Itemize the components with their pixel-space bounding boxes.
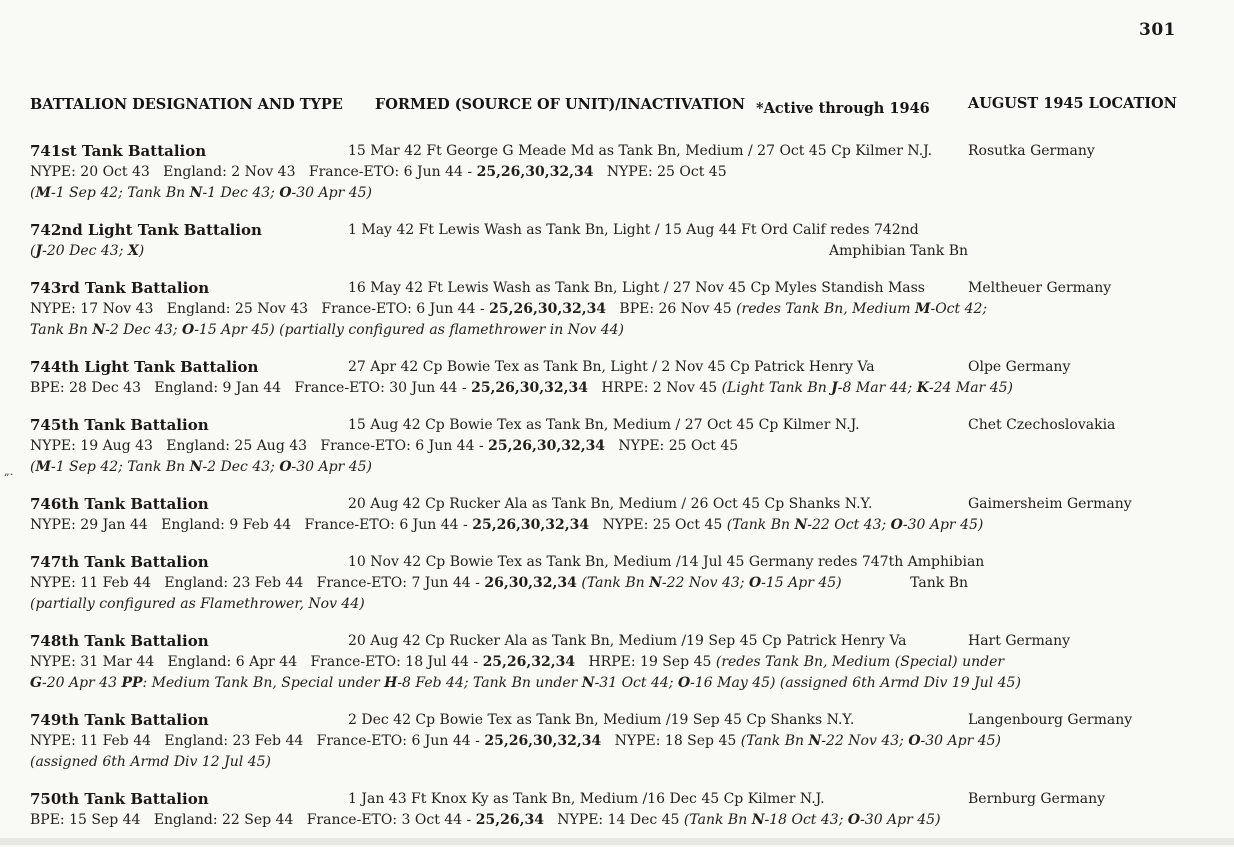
detail-segment: 25,26,34 xyxy=(475,812,544,828)
august-1945-location xyxy=(968,552,1204,573)
detail-segment: : Medium Tank Bn, Special under xyxy=(142,675,385,691)
detail-text xyxy=(30,164,727,180)
detail-segment: (Light Tank Bn xyxy=(721,380,832,396)
detail-segment: N xyxy=(92,322,106,338)
detail-line xyxy=(30,594,1204,615)
detail-line xyxy=(30,652,1204,673)
detail-segment: (assigned 6th Armd Div 12 Jul 45) xyxy=(30,754,271,770)
detail-text xyxy=(30,596,365,612)
detail-segment: N xyxy=(189,185,203,201)
detail-segment: BPE: 28 Dec 43 England: 9 Jan 44 France-ETO: 30 Jun 44 - xyxy=(30,380,472,396)
detail-segment: -2 Dec 43; xyxy=(105,322,182,338)
detail-segment: 25,26,32,34 xyxy=(482,654,576,670)
detail-text xyxy=(30,517,983,533)
detail-segment: 25,26,30,32,34 xyxy=(489,301,607,317)
august-1945-location: Langenbourg Germany xyxy=(968,712,1133,728)
detail-segment: HRPE: 2 Nov 45 xyxy=(588,380,722,396)
detail-text xyxy=(30,438,738,454)
detail-segment: -30 Apr 45) xyxy=(920,733,1002,749)
detail-segment: HRPE: 19 Sep 45 xyxy=(575,654,716,670)
column-header-formed: FORMED (SOURCE OF UNIT)/INACTIVATION xyxy=(375,96,746,113)
detail-segment: -22 Nov 43; xyxy=(661,575,749,591)
detail-segment: -20 Dec 43; xyxy=(42,243,128,259)
battalion-entry xyxy=(30,220,1204,262)
detail-line xyxy=(30,673,1204,694)
detail-text xyxy=(30,322,624,338)
detail-segment: BPE: 15 Sep 44 England: 22 Sep 44 France-ETO: 3 Oct 44 - xyxy=(30,812,476,828)
detail-segment: N xyxy=(808,733,822,749)
entry-main-row xyxy=(30,141,1204,162)
detail-text xyxy=(30,675,1021,691)
detail-line xyxy=(30,731,1204,752)
detail-segment: Tank Bn xyxy=(30,322,93,338)
battalion-entry xyxy=(30,141,1204,204)
formed-inactivation-text: 1 May 42 Ft Lewis Wash as Tank Bn, Light / 15 Aug 44 Ft Ord Calif redes 742nd xyxy=(348,222,919,238)
detail-segment: NYPE: 11 Feb 44 England: 23 Feb 44 France-ETO: 6 Jun 44 - xyxy=(30,733,485,749)
detail-line xyxy=(30,378,1204,399)
detail-text xyxy=(30,754,271,770)
detail-segment: ( xyxy=(30,243,36,259)
detail-segment: 26,30,32,34 xyxy=(484,575,577,591)
august-1945-location xyxy=(968,220,1204,241)
detail-text xyxy=(30,459,372,475)
detail-segment: -18 Oct 43; xyxy=(764,812,848,828)
formed-inactivation-text: 15 Aug 42 Cp Bowie Tex as Tank Bn, Medium / 27 Oct 45 Cp Kilmer N.J. xyxy=(348,417,860,433)
detail-segment: -8 Mar 44; xyxy=(837,380,917,396)
detail-line xyxy=(30,320,1204,341)
detail-text xyxy=(30,380,1013,396)
entry-main-row xyxy=(30,494,1204,515)
detail-segment: (redes Tank Bn, Medium xyxy=(736,301,915,317)
detail-segment: O xyxy=(279,459,292,475)
battalion-name: 747th Tank Battalion xyxy=(30,553,209,571)
detail-segment: ( xyxy=(30,459,36,475)
formed-inactivation-text: 1 Jan 43 Ft Knox Ky as Tank Bn, Medium /16 Dec 45 Cp Kilmer N.J. xyxy=(348,791,825,807)
august-1945-location: Bernburg Germany xyxy=(968,791,1106,807)
formed-inactivation-text: 2 Dec 42 Cp Bowie Tex as Tank Bn, Medium /19 Sep 45 Cp Shanks N.Y. xyxy=(348,712,855,728)
battalion-name: 748th Tank Battalion xyxy=(30,632,209,650)
detail-segment: BPE: 26 Nov 45 xyxy=(606,301,737,317)
detail-line xyxy=(30,573,968,594)
detail-segment: NYPE: 17 Nov 43 England: 25 Nov 43 France-ETO: 6 Jun 44 - xyxy=(30,301,490,317)
column-header-battalion: BATTALION DESIGNATION AND TYPE xyxy=(30,96,343,113)
formed-inactivation-text: 16 May 42 Ft Lewis Wash as Tank Bn, Light / 27 Nov 45 Cp Myles Standish Mass xyxy=(348,280,925,296)
detail-segment: NYPE: 25 Oct 45 xyxy=(593,164,727,180)
battalion-name: 749th Tank Battalion xyxy=(30,711,209,729)
battalion-name: 741st Tank Battalion xyxy=(30,142,207,160)
august-1945-location: Meltheuer Germany xyxy=(968,280,1112,296)
detail-segment: -22 Oct 43; xyxy=(807,517,891,533)
detail-segment: J xyxy=(35,243,43,259)
detail-line xyxy=(30,183,1204,204)
detail-segment: (Tank Bn xyxy=(740,733,809,749)
detail-segment: -30 Apr 45) xyxy=(291,185,373,201)
detail-segment: -31 Oct 44; xyxy=(594,675,678,691)
detail-segment: -15 Apr 45) (partially configured as flamethrower in Nov 44) xyxy=(194,322,625,338)
detail-segment: N xyxy=(649,575,662,591)
detail-segment: G xyxy=(30,675,42,691)
detail-segment: ( xyxy=(30,185,36,201)
detail-segment: NYPE: 11 Feb 44 England: 23 Feb 44 France-ETO: 7 Jun 44 - xyxy=(30,575,485,591)
formed-inactivation-text: 15 Mar 42 Ft George G Meade Md as Tank Bn, Medium / 27 Oct 45 Cp Kilmer N.J. xyxy=(348,143,933,159)
detail-segment: O xyxy=(908,733,921,749)
battalion-list xyxy=(4,141,1204,847)
detail-text xyxy=(30,812,941,828)
detail-segment: 25,26,30,32,34 xyxy=(476,164,594,180)
battalion-entry xyxy=(4,415,1204,478)
formed-inactivation-text: 20 Aug 42 Cp Rucker Ala as Tank Bn, Medium /19 Sep 45 Cp Patrick Henry Va xyxy=(348,633,907,649)
detail-text xyxy=(30,654,1004,670)
entry-main-row xyxy=(30,357,1204,378)
detail-segment: K xyxy=(916,380,929,396)
detail-segment: -1 Sep 42; Tank Bn xyxy=(50,459,190,475)
detail-text xyxy=(30,241,144,262)
entry-main-row xyxy=(30,415,1204,436)
detail-segment: -Oct 42; xyxy=(930,301,988,317)
detail-segment: O xyxy=(890,517,903,533)
detail-text xyxy=(30,185,372,201)
formed-inactivation-text: 20 Aug 42 Cp Rucker Ala as Tank Bn, Medium / 26 Oct 45 Cp Shanks N.Y. xyxy=(348,496,873,512)
detail-segment: NYPE: 29 Jan 44 England: 9 Feb 44 France-ETO: 6 Jun 44 - xyxy=(30,517,473,533)
table-header xyxy=(0,0,1234,120)
entry-main-row xyxy=(30,631,1204,652)
battalion-name: 746th Tank Battalion xyxy=(30,495,209,513)
formed-inactivation-text: 27 Apr 42 Cp Bowie Tex as Tank Bn, Light / 2 Nov 45 Cp Patrick Henry Va xyxy=(348,359,875,375)
detail-segment: -1 Sep 42; Tank Bn xyxy=(50,185,190,201)
detail-segment: -16 May 45) (assigned 6th Armd Div 19 Jul 45) xyxy=(690,675,1021,691)
detail-segment: N xyxy=(581,675,595,691)
column-header-location: AUGUST 1945 LOCATION xyxy=(968,95,1177,112)
detail-segment: NYPE: 19 Aug 43 England: 25 Aug 43 France-ETO: 6 Jun 44 - xyxy=(30,438,489,454)
detail-line xyxy=(30,299,1204,320)
detail-segment: 25,26,30,32,34 xyxy=(471,380,588,396)
battalion-entry xyxy=(30,710,1204,773)
detail-segment: (Tank Bn xyxy=(581,575,650,591)
battalion-entry xyxy=(30,789,1204,831)
detail-segment: M xyxy=(35,459,51,475)
detail-line xyxy=(30,810,1204,831)
entry-main-row xyxy=(30,789,1204,810)
detail-segment: X xyxy=(127,243,139,259)
detail-line xyxy=(30,752,1204,773)
detail-segment: O xyxy=(748,575,762,591)
detail-line xyxy=(30,436,1204,457)
detail-segment: N xyxy=(751,812,765,828)
detail-segment: 25,26,30,32,34 xyxy=(484,733,602,749)
august-1945-location: Hart Germany xyxy=(968,633,1071,649)
continuation-text: Tank Bn xyxy=(910,575,968,591)
detail-line xyxy=(30,515,1204,536)
detail-segment: -8 Feb 44; Tank Bn under xyxy=(397,675,582,691)
battalion-entry xyxy=(30,631,1204,694)
august-1945-location: Olpe Germany xyxy=(968,359,1071,375)
detail-segment: -30 Apr 45) xyxy=(902,517,984,533)
detail-segment: -30 Apr 45) xyxy=(291,459,373,475)
column-header-active-note: *Active through 1946 xyxy=(756,100,930,117)
entry-main-row xyxy=(30,552,1204,573)
detail-segment: M xyxy=(35,185,51,201)
formed-inactivation-text: 10 Nov 42 Cp Bowie Tex as Tank Bn, Medium /14 Jul 45 Germany redes 747th Amphibian xyxy=(348,554,985,570)
battalion-name: 743rd Tank Battalion xyxy=(30,279,210,297)
detail-text xyxy=(30,573,842,594)
page-number: 301 xyxy=(1139,20,1176,40)
detail-segment: -15 Apr 45) xyxy=(761,575,842,591)
detail-segment: -2 Dec 43; xyxy=(202,459,280,475)
battalion-name: 750th Tank Battalion xyxy=(30,790,209,808)
detail-segment: H xyxy=(384,675,398,691)
detail-segment: (Tank Bn xyxy=(726,517,795,533)
scan-edge-artifact xyxy=(0,838,1234,845)
detail-segment: 25,26,30,32,34 xyxy=(472,517,590,533)
battalion-entry xyxy=(30,552,1204,615)
detail-line xyxy=(30,162,1204,183)
detail-text xyxy=(30,301,987,317)
detail-line xyxy=(4,457,1204,478)
detail-segment: J xyxy=(831,380,838,396)
detail-segment: NYPE: 25 Oct 45 xyxy=(589,517,727,533)
detail-segment: NYPE: 31 Mar 44 England: 6 Apr 44 France-ETO: 18 Jul 44 - xyxy=(30,654,483,670)
detail-segment: O xyxy=(847,812,861,828)
battalion-entry xyxy=(30,494,1204,536)
detail-segment: NYPE: 18 Sep 45 xyxy=(601,733,741,749)
detail-segment: -24 Mar 45) xyxy=(928,380,1013,396)
battalion-entry xyxy=(30,278,1204,341)
detail-segment: (redes Tank Bn, Medium (Special) under xyxy=(715,654,1005,670)
detail-segment: NYPE: 14 Dec 45 xyxy=(543,812,684,828)
battalion-name: 742nd Light Tank Battalion xyxy=(30,221,262,239)
margin-artifact: „. xyxy=(4,465,14,478)
detail-segment: O xyxy=(677,675,691,691)
battalion-name: 745th Tank Battalion xyxy=(30,416,209,434)
detail-text xyxy=(30,733,1001,749)
detail-segment: -20 Apr 43 xyxy=(41,675,122,691)
detail-segment: 25,26,30,32,34 xyxy=(488,438,606,454)
detail-segment: O xyxy=(181,322,195,338)
detail-segment: N xyxy=(794,517,808,533)
august-1945-location: Rosutka Germany xyxy=(968,143,1095,159)
detail-segment: NYPE: 25 Oct 45 xyxy=(605,438,739,454)
entry-main-row xyxy=(30,710,1204,731)
detail-segment: N xyxy=(189,459,203,475)
detail-segment: (Tank Bn xyxy=(683,812,752,828)
detail-segment: -22 Nov 43; xyxy=(821,733,909,749)
detail-segment: M xyxy=(914,301,931,317)
detail-segment: ) xyxy=(138,243,145,259)
battalion-name: 744th Light Tank Battalion xyxy=(30,358,259,376)
battalion-entry xyxy=(30,357,1204,399)
detail-segment: PP xyxy=(121,675,143,691)
detail-segment: -30 Apr 45) xyxy=(860,812,941,828)
detail-segment: (partially configured as Flamethrower, Nov 44) xyxy=(30,596,365,612)
detail-line xyxy=(30,241,968,262)
august-1945-location: Chet Czechoslovakia xyxy=(968,417,1116,433)
continuation-text: Amphibian Tank Bn xyxy=(829,243,968,259)
august-1945-location: Gaimersheim Germany xyxy=(968,496,1132,512)
detail-segment: -1 Dec 43; xyxy=(202,185,280,201)
entry-main-row xyxy=(30,220,1204,241)
detail-segment: NYPE: 20 Oct 43 England: 2 Nov 43 France-ETO: 6 Jun 44 - xyxy=(30,164,477,180)
entry-main-row xyxy=(30,278,1204,299)
detail-segment: O xyxy=(279,185,292,201)
